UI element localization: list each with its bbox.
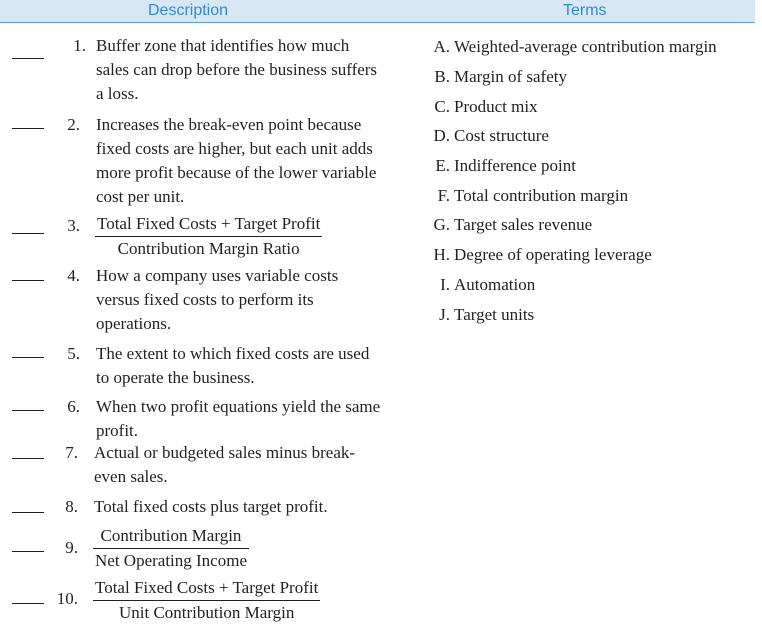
header-bar bbox=[0, 0, 755, 22]
term-letter: C. bbox=[434, 97, 450, 116]
term-letter: E. bbox=[435, 156, 450, 175]
item-number: 8. bbox=[65, 497, 78, 516]
item-number: 9. bbox=[65, 538, 78, 557]
fraction-numerator: Total Fixed Costs + Target Profit bbox=[95, 578, 319, 597]
term-letter: B. bbox=[434, 67, 450, 86]
fraction-numerator: Total Fixed Costs + Target Profit bbox=[97, 214, 321, 233]
answer-blank[interactable] bbox=[12, 357, 44, 358]
item-text: Total fixed costs plus target profit. bbox=[94, 497, 328, 516]
fraction-bar bbox=[95, 236, 322, 237]
fraction-bar bbox=[93, 548, 249, 549]
term-label: Target units bbox=[454, 305, 535, 324]
item-number: 10. bbox=[56, 589, 78, 608]
term-label: Product mix bbox=[454, 97, 538, 116]
term-label: Target sales revenue bbox=[454, 215, 593, 234]
item-number: 1. bbox=[73, 36, 86, 55]
fraction-numerator: Contribution Margin bbox=[100, 526, 242, 545]
fraction-denominator: Net Operating Income bbox=[95, 551, 247, 570]
item-number: 7. bbox=[65, 443, 78, 462]
term-label: Margin of safety bbox=[454, 67, 567, 86]
answer-blank[interactable] bbox=[12, 603, 44, 604]
answer-blank[interactable] bbox=[12, 512, 44, 513]
fraction-denominator: Contribution Margin Ratio bbox=[117, 239, 300, 258]
answer-blank[interactable] bbox=[12, 551, 44, 552]
term-letter: J. bbox=[439, 305, 450, 324]
answer-blank[interactable] bbox=[12, 233, 44, 234]
item-text: Actual or budgeted sales minus break-even sales. bbox=[94, 443, 356, 486]
item-text: The extent to which fixed costs are used to operate the business. bbox=[96, 344, 370, 387]
item-text: How a company uses variable costs versus fixed costs to perform its operations. bbox=[96, 266, 339, 333]
answer-blank[interactable] bbox=[12, 128, 44, 129]
fraction-formula bbox=[93, 525, 249, 572]
term-label: Total contribution margin bbox=[454, 186, 629, 205]
term-letter: G. bbox=[433, 215, 450, 234]
answer-blank[interactable] bbox=[12, 458, 44, 459]
item-number: 4. bbox=[67, 266, 80, 285]
item-text: Buffer zone that identifies how much sales can drop before the business suffers a loss. bbox=[96, 36, 378, 103]
header-rule bbox=[0, 22, 755, 23]
fraction-bar bbox=[93, 600, 320, 601]
item-number: 3. bbox=[67, 216, 80, 235]
term-letter: H. bbox=[433, 245, 450, 264]
description-column-header: Description bbox=[148, 2, 229, 19]
item-number: 6. bbox=[67, 397, 80, 416]
fraction-formula bbox=[95, 213, 322, 260]
term-label: Degree of operating leverage bbox=[454, 245, 652, 264]
item-text: Increases the break-even point because fixed costs are higher, but each unit adds more profit because of the lower variable cost per unit. bbox=[96, 115, 377, 206]
term-label: Weighted-average contribution margin bbox=[454, 37, 717, 56]
term-label: Automation bbox=[454, 275, 536, 294]
term-letter: D. bbox=[433, 126, 450, 145]
answer-blank[interactable] bbox=[12, 58, 44, 59]
term-label: Indifference point bbox=[454, 156, 576, 175]
item-text: When two profit equations yield the same profit. bbox=[96, 397, 381, 440]
fraction-denominator: Unit Contribution Margin bbox=[118, 603, 295, 622]
item-number: 5. bbox=[67, 344, 80, 363]
item-number: 2. bbox=[67, 115, 80, 134]
answer-blank[interactable] bbox=[12, 410, 44, 411]
terms-column-header: Terms bbox=[563, 2, 607, 19]
term-label: Cost structure bbox=[454, 126, 549, 145]
term-letter: I. bbox=[440, 275, 450, 294]
term-letter: A. bbox=[433, 37, 450, 56]
fraction-formula bbox=[93, 577, 320, 624]
answer-blank[interactable] bbox=[12, 280, 44, 281]
term-letter: F. bbox=[437, 186, 450, 205]
